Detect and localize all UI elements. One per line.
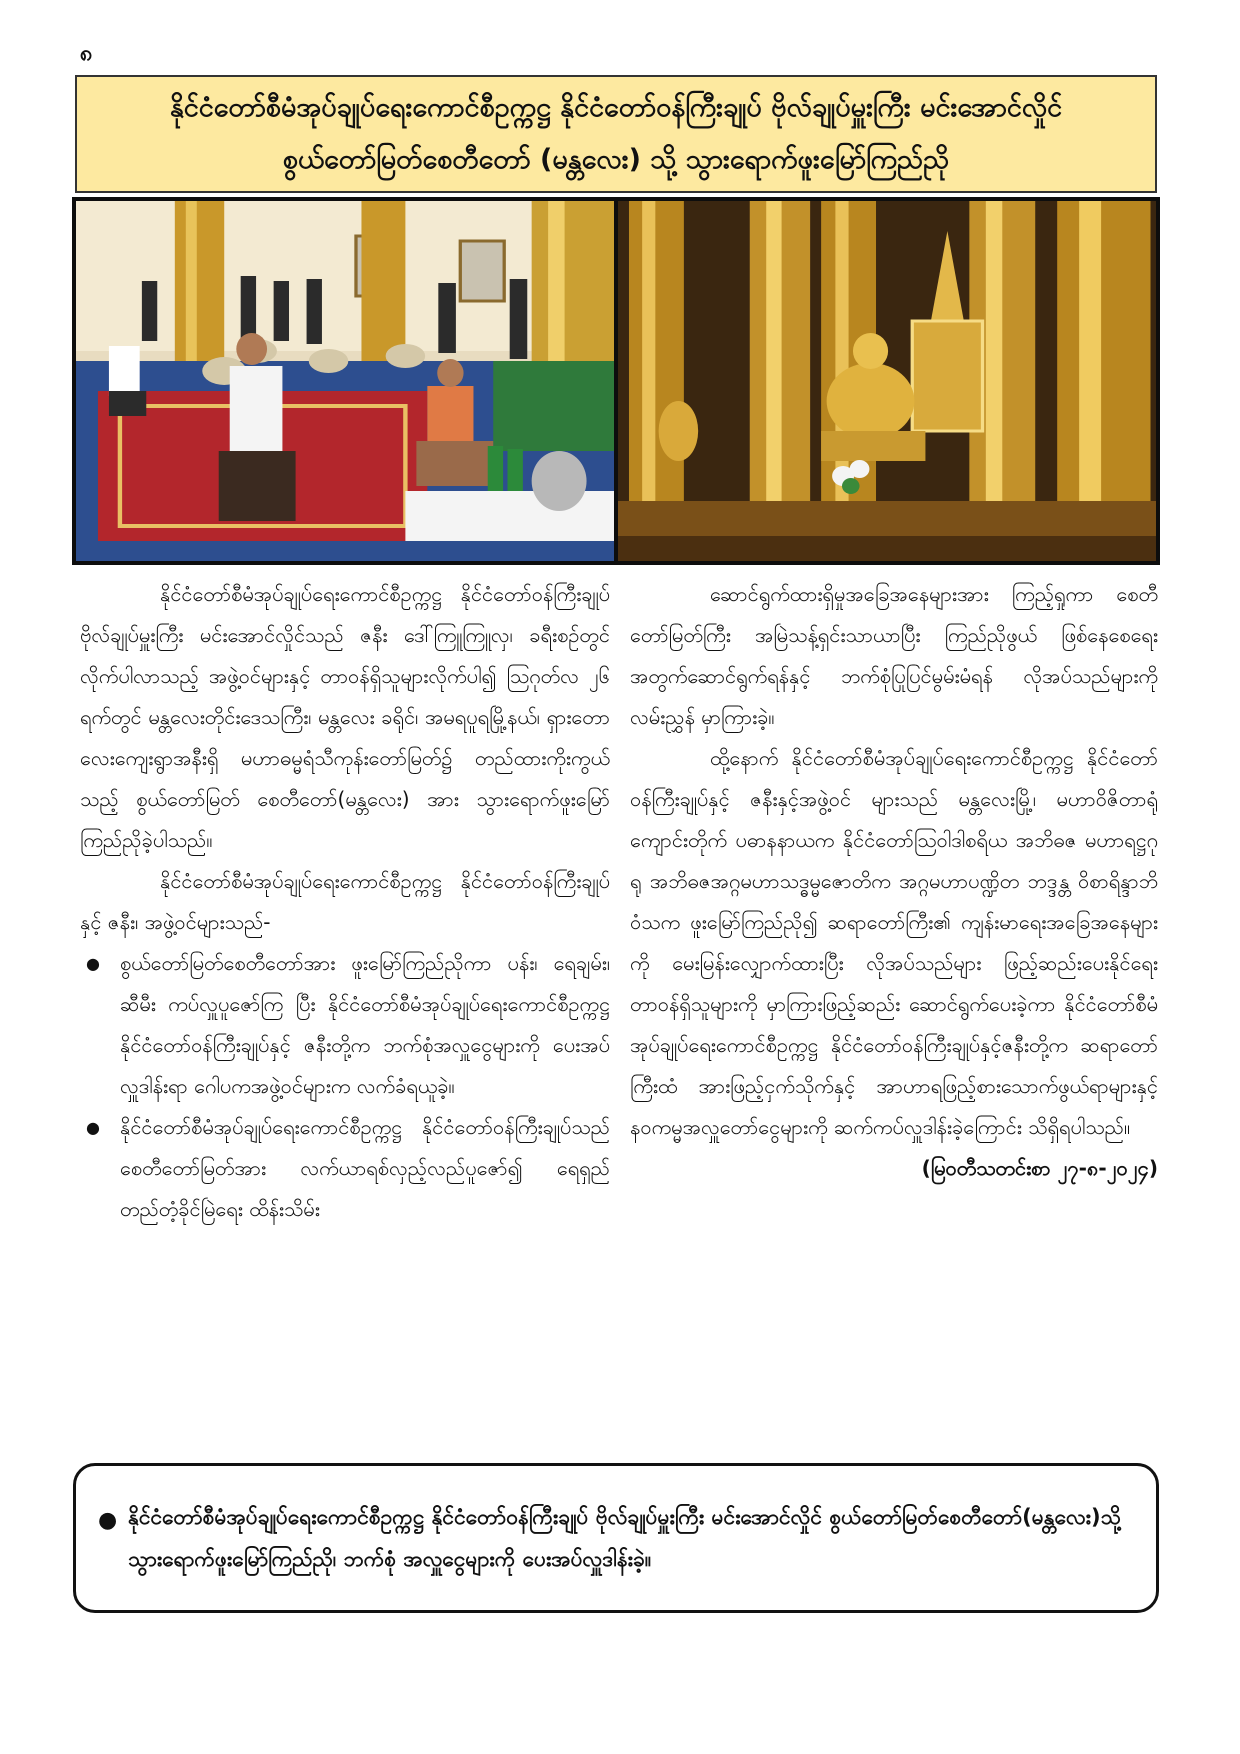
article-bullet-list	[80, 943, 610, 1230]
headline-line-2: စွယ်တော်မြတ်စေတီတော် (မန္တလေး) သို့ သွားရောက်ဖူးမြော်ကြည်ညို	[282, 144, 950, 175]
news-source: (မြဝတီသတင်းစာ ၂၇-၈-၂၀၂၄)	[921, 1156, 1158, 1180]
page-number: ၈	[80, 41, 93, 66]
list-item: ● နိုင်ငံတော်စီမံအုပ်ချုပ်ရေးကောင်စီဥက္ကဋ္ဌ နိုင်ငံတော်ဝန်ကြီးချုပ်သည် စေတီတော်မြတ်အား လက်ယာရစ်လှည့်လည်ပူဇော်၍ ရေရှည်တည်တံ့ခိုင်မြဲရေး ထိန်းသိမ်း	[80, 1107, 610, 1230]
article-column-right	[630, 574, 1158, 1189]
list-item: ● စွယ်တော်မြတ်စေတီတော်အား ဖူးမြော်ကြည်ညိုကာ ပန်း၊ ရေချမ်း၊ ဆီမီး ကပ်လှူပူဇော်ကြ ပြီး နိုင်ငံတော်စီမံအုပ်ချုပ်ရေးကောင်စီဥက္ကဋ္ဌ နိုင်ငံတော်ဝန်ကြီးချုပ်နှင့် ဇနီးတို့က ဘက်စုံအလှူငွေများကို ပေးအပ်လှူဒါန်းရာ ဂေါပကအဖွဲ့ဝင်များက လက်ခံရယူခဲ့။	[80, 943, 610, 1107]
summary-text: နိုင်ငံတော်စီမံအုပ်ချုပ်ရေးကောင်စီဥက္ကဋ္ဌ နိုင်ငံတော်ဝန်ကြီးချုပ် ဗိုလ်ချုပ်မှူးကြီး မင်းအောင်လှိုင် စွယ်တော်မြတ်စေတီတော်(မန္တလေး)သို့ သွားရောက်ဖူးမြော်ကြည်ညို၊ ဘက်စုံ အလှူငွေများကို ပေးအပ်လှူဒါန်းခဲ့။	[128, 1505, 1121, 1571]
bullet-icon: ●	[98, 1508, 118, 1533]
article-column-left	[80, 574, 610, 1230]
article-paragraph: နိုင်ငံတော်စီမံအုပ်ချုပ်ရေးကောင်စီဥက္ကဋ္ဌ နိုင်ငံတော်ဝန်ကြီးချုပ် ဗိုလ်ချုပ်မှူးကြီး မင်းအောင်လှိုင်သည် ဇနီး ဒေါ်ကြူကြူလှ၊ ခရီးစဉ်တွင် လိုက်ပါလာသည့် အဖွဲ့ဝင်များနှင့် တာဝန်ရှိသူများလိုက်ပါ၍ ဩဂုတ်လ ၂၆ ရက်တွင် မန္တလေးတိုင်းဒေသကြီး၊ မန္တလေး ခရိုင်၊ အမရပူရမြို့နယ်၊ ရှားတောလေးကျေးရွာအနီးရှိ မဟာဓမ္မရံသီကုန်းတော်မြတ်၌ တည်ထားကိုးကွယ်သည့် စွယ်တော်မြတ် စေတီတော်(မန္တလေး) အား သွားရောက်ဖူးမြော်ကြည်ညိုခဲ့ပါသည်။	[80, 582, 610, 852]
article-paragraph: နိုင်ငံတော်စီမံအုပ်ချုပ်ရေးကောင်စီဥက္ကဋ္ဌ နိုင်ငံတော်ဝန်ကြီးချုပ်နှင့် ဇနီး၊ အဖွဲ့ဝင်များသည်-	[80, 869, 610, 934]
photo-strip	[72, 197, 1160, 565]
article-paragraph: ဆောင်ရွက်ထားရှိမှုအခြေအနေများအား ကြည့်ရှုကာ စေတီတော်မြတ်ကြီး အမြဲသန့်ရှင်းသာယာပြီး ကြည်ညိုဖွယ် ဖြစ်နေစေရေးအတွက်ဆောင်ရွက်ရန်နှင့် ဘက်စုံပြုပြင်မွမ်းမံရန် လိုအပ်သည်များကို လမ်းညွှန် မှာကြားခဲ့။	[630, 582, 1158, 729]
photo-visitors-praying	[76, 201, 614, 561]
summary-box	[73, 1463, 1159, 1613]
headline-box	[75, 75, 1157, 193]
photo-buddha-shrine	[618, 201, 1156, 561]
article-paragraph: ထို့နောက် နိုင်ငံတော်စီမံအုပ်ချုပ်ရေးကောင်စီဥက္ကဋ္ဌ နိုင်ငံတော်ဝန်ကြီးချုပ်နှင့် ဇနီးနှင့်အဖွဲ့ဝင် များသည် မန္တလေးမြို့၊ မဟာဝိဇိတာရုံကျောင်းတိုက် ပဓာနနာယက နိုင်ငံတော်သြဝါဒါစရိယ အဘိဓဇ မဟာရဋ္ဌဂုရု အဘိဓဇအဂ္ဂမဟာသဒ္ဓမ္မဇောတိက အဂ္ဂမဟာပဏ္ဍိတ ဘဒ္ဒန္တ ဝိစာရိန္ဒာဘိဝံသက ဖူးမြော်ကြည်ညို၍ ဆရာတော်ကြီး၏ ကျန်းမာရေးအခြေအနေများကို မေးမြန်းလျှောက်ထားပြီး လိုအပ်သည်များ ဖြည့်ဆည်းပေးနိုင်ရေး တာဝန်ရှိသူများကို မှာကြားဖြည့်ဆည်း ဆောင်ရွက်ပေးခဲ့ကာ နိုင်ငံတော်စီမံအုပ်ချုပ်ရေးကောင်စီဥက္ကဋ္ဌ နိုင်ငံတော်ဝန်ကြီးချုပ်နှင့်ဇနီးတို့က ဆရာတော်ကြီးထံ အားဖြည့်ငှက်သိုက်နှင့် အာဟာရဖြည့်စားသောက်ဖွယ်ရာများနှင့် နဝကမ္မအလှူတော်ငွေများကို ဆက်ကပ်လှူဒါန်းခဲ့ကြောင်း သိရှိရပါသည်။	[630, 746, 1158, 1139]
headline-line-1: နိုင်ငံတော်စီမံအုပ်ချုပ်ရေးကောင်စီဥက္ကဋ္ဌ နိုင်ငံတော်ဝန်ကြီးချုပ် ဗိုလ်ချုပ်မှူးကြီး မင်းအောင်လှိုင်	[169, 92, 1063, 123]
